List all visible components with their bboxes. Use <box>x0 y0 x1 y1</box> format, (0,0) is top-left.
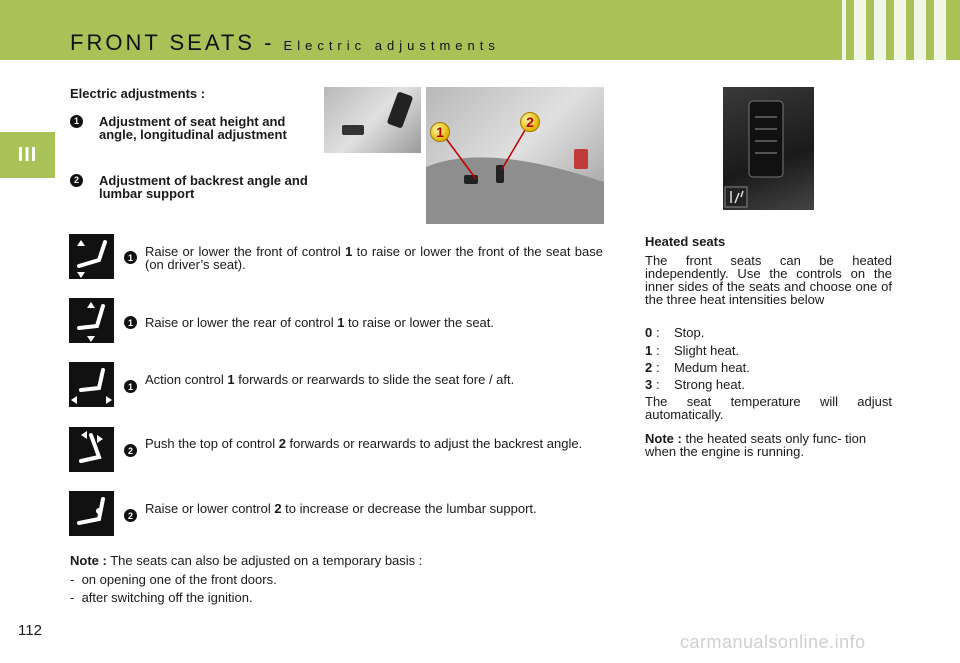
bullet-badge: 1 <box>124 316 137 329</box>
header-stripe <box>854 0 866 60</box>
header-stripe <box>842 0 846 60</box>
instruction-text: Raise or lower control 2 to increase or decrease the lumbar support. <box>145 501 537 516</box>
instruction-text: Action control 1 forwards or rearwards to slide the seat fore / aft. <box>145 372 515 387</box>
instruction-text: Raise or lower the rear of control 1 to raise or lower the seat. <box>145 315 495 330</box>
intro-item-text: Adjustment of backrest angle and lumbar support <box>99 173 308 201</box>
header-stripes <box>842 0 946 60</box>
chapter-tab: III <box>0 132 55 178</box>
header-stripe <box>874 0 886 60</box>
seat-control-closeup-icon <box>324 87 421 153</box>
heated-seat-switch-illustration <box>723 87 814 210</box>
bullet-badge: 2 <box>124 509 137 522</box>
heated-seats-note: Note : the heated seats only func- tion when the engine is running. <box>645 431 867 459</box>
note-item: - on opening one of the front doors. <box>70 572 277 587</box>
watermark: carmanualsonline.info <box>680 632 866 652</box>
seat-slide-icon <box>69 362 114 407</box>
intro-title: Electric adjustments : <box>70 86 206 101</box>
heated-seat-control-photo <box>723 87 814 210</box>
title-main: FRONT SEATS - <box>70 30 284 55</box>
header-stripe <box>934 0 946 60</box>
seat-control-closeup-photo <box>324 87 421 153</box>
seat-side-illustration <box>426 87 604 224</box>
bullet-badge: 2 <box>70 174 83 187</box>
heat-level: 3 : Strong heat. <box>645 377 745 392</box>
note-line: Note : The seats can also be adjusted on a temporary basis : <box>70 553 423 568</box>
title-sub: Electric adjustments <box>283 38 500 53</box>
callout-badge: 2 <box>520 112 540 132</box>
instruction-text: Push the top of control 2 forwards or rearwards to adjust the backrest angle. <box>145 436 583 451</box>
callout-badge: 1 <box>430 122 450 142</box>
seat-front-tilt-icon <box>69 234 114 279</box>
bullet-badge: 1 <box>124 380 137 393</box>
heat-level: 0 : Stop. <box>645 325 705 340</box>
page-header <box>0 0 960 60</box>
header-stripe <box>914 0 926 60</box>
bullet-badge: 2 <box>124 444 137 457</box>
heated-seats-body: The front seats can be heated independently. Use the controls on the inner sides of the seats and choose one of the three heat intensities below <box>645 253 892 307</box>
instruction-text: Raise or lower the front of control 1 to raise or lower the front of the seat base (on driver’s seat). <box>145 244 603 272</box>
page-title <box>70 30 500 56</box>
heated-seats-auto: The seat temperature will adjust automatically. <box>645 394 892 422</box>
seat-controls-photo <box>426 87 604 224</box>
heated-seats-title: Heated seats <box>645 234 726 249</box>
note-item: - after switching off the ignition. <box>70 590 253 605</box>
heat-level: 1 : Slight heat. <box>645 343 740 358</box>
page-number: 112 <box>18 622 42 639</box>
bullet-badge: 1 <box>124 251 137 264</box>
header-stripe <box>894 0 906 60</box>
heat-level: 2 : Medum heat. <box>645 360 750 375</box>
lumbar-support-icon <box>69 491 114 536</box>
bullet-badge: 1 <box>70 115 83 128</box>
seat-height-icon <box>69 298 114 343</box>
backrest-angle-icon <box>69 427 114 472</box>
intro-item-text: Adjustment of seat height and angle, longitudinal adjustment <box>99 114 287 142</box>
